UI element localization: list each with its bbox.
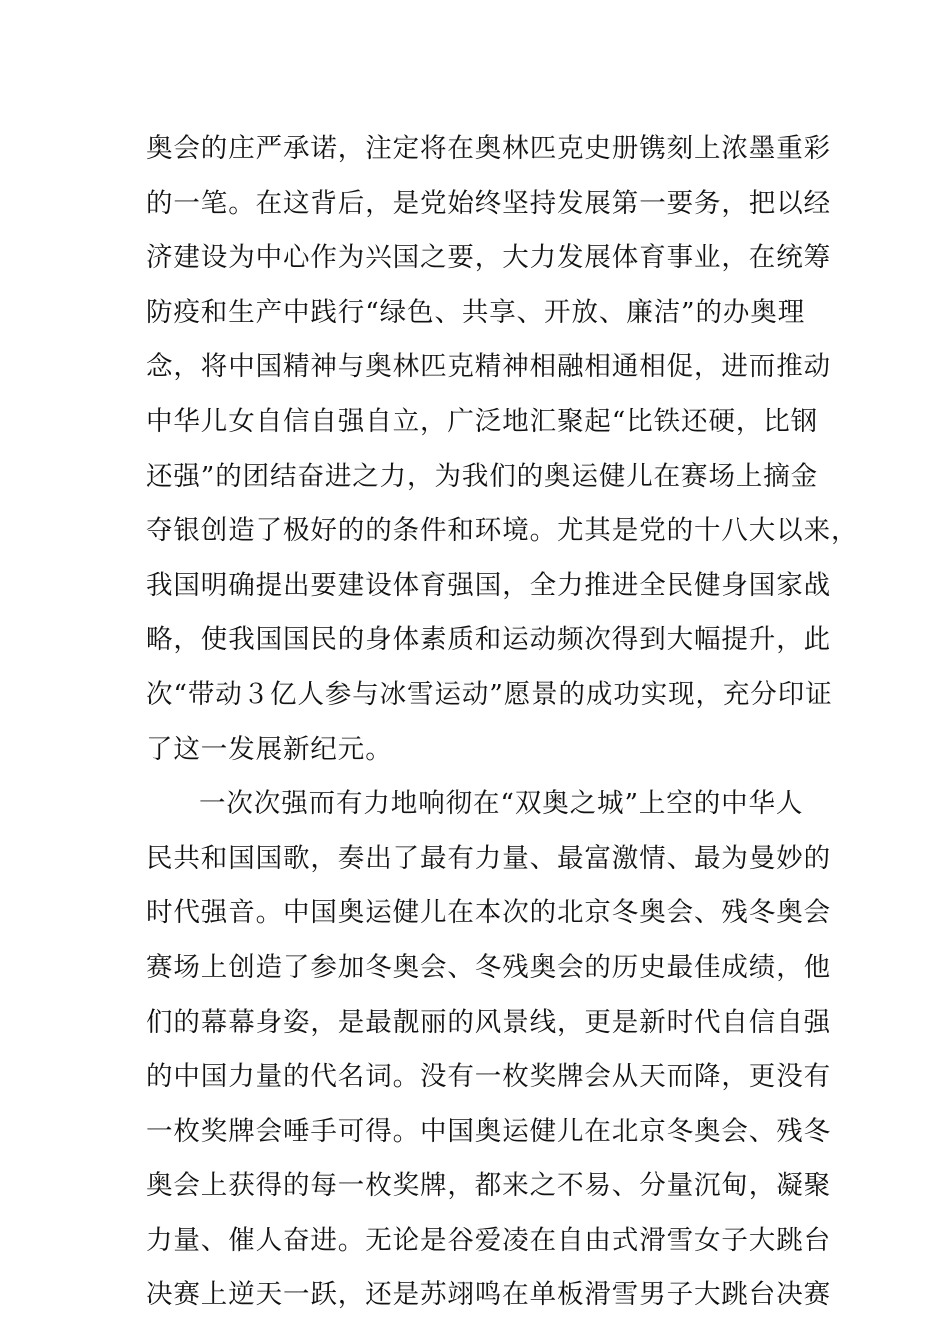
text-line: 还强”的团结奋进之力，为我们的奥运健儿在赛场上摘金 [146, 460, 819, 492]
text-line: 的中国力量的代名词。没有一枚奖牌会从天而降，更没有 [146, 1061, 831, 1093]
text-line: 民共和国国歌，奏出了最有力量、最富激情、最为曼妙的 [146, 842, 831, 874]
text-line: 一枚奖牌会唾手可得。中国奥运健儿在北京冬奥会、残冬 [146, 1115, 831, 1147]
text-line: 略，使我国国民的身体素质和运动频次得到大幅提升，此 [146, 624, 831, 656]
paragraph-2 [146, 777, 831, 1323]
text-line: 赛场上创造了参加冬奥会、冬残奥会的历史最佳成绩，他 [146, 951, 831, 983]
text-line: 念，将中国精神与奥林匹克精神相融相通相促，进而推动 [146, 351, 831, 383]
text-line: 了这一发展新纪元。 [146, 733, 393, 765]
text-line: 中华儿女自信自强自立，广泛地汇聚起“比铁还硬，比钢 [146, 405, 819, 437]
text-line-indented: 一次次强而有力地响彻在“双奥之城”上空的中华人 [199, 788, 804, 820]
text-line: 济建设为中心作为兴国之要，大力发展体育事业，在统筹 [146, 242, 831, 274]
text-line: 们的幕幕身姿，是最靓丽的风景线，更是新时代自信自强 [146, 1006, 831, 1038]
text-line: 的一笔。在这背后，是党始终坚持发展第一要务，把以经 [146, 187, 831, 219]
document-body [146, 122, 859, 1323]
text-line: 奥会的庄严承诺，注定将在奥林匹克史册镌刻上浓墨重彩 [146, 133, 831, 164]
text-line: 我国明确提出要建设体育强国，全力推进全民健身国家战 [146, 569, 831, 601]
text-line: 决赛上逆天一跃，还是苏翊鸣在单板滑雪男子大跳台决赛 [146, 1279, 831, 1311]
text-line: 时代强音。中国奥运健儿在本次的北京冬奥会、残冬奥会 [146, 897, 831, 929]
text-line: 次“带动３亿人参与冰雪运动”愿景的成功实现，充分印证 [146, 678, 833, 710]
text-line: 防疫和生产中践行“绿色、共享、开放、廉洁”的办奥理 [146, 296, 806, 328]
text-line: 夺银创造了极好的的条件和环境。尤其是党的十八大以来， [146, 515, 859, 547]
text-line: 奥会上获得的每一枚奖牌，都来之不易、分量沉甸，凝聚 [146, 1170, 831, 1202]
text-line: 力量、催人奋进。无论是谷爱凌在自由式滑雪女子大跳台 [146, 1224, 831, 1256]
paragraph-1 [146, 122, 859, 777]
